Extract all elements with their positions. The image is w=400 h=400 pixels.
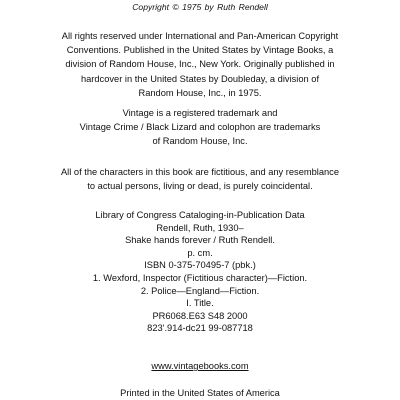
trademark-line: of Random House, Inc. (152, 136, 248, 147)
cip-title: Shake hands forever / Ruth Rendell. (125, 235, 275, 246)
cip-call-number: PR6068.E63 S48 2000 (152, 310, 248, 321)
cip-isbn: ISBN 0-375-70495-7 (pbk.) (144, 260, 256, 271)
website-link[interactable]: www.vintagebooks.com (151, 361, 249, 371)
cip-subject: 1. Wexford, Inspector (Fictitious character)—Fiction. (92, 272, 308, 283)
website-block (0, 359, 400, 373)
trademark-line: Vintage is a registered trademark and (122, 108, 278, 118)
rights-line: All rights reserved under International and Pan-American Copyright (61, 31, 339, 41)
cip-heading: Library of Congress Cataloging-in-Publication Data (95, 210, 305, 220)
rights-line: hardcover in the United States by Doubleday, a division of (80, 73, 320, 84)
printed-notice (0, 386, 400, 400)
printed-line: Printed in the United States of America (120, 388, 280, 398)
rights-line: division of Random House, Inc., New York. Originally published in (65, 59, 335, 70)
fiction-line: All of the characters in this book are fictitious, and any resemblance (60, 167, 340, 177)
fiction-disclaimer (0, 165, 400, 193)
rights-line: Conventions. Published in the United States by Vintage Books, a (66, 45, 334, 56)
cip-subject: 2. Police—England—Fiction. (140, 285, 260, 296)
trademark-notice (0, 106, 400, 149)
cip-pagination: p. cm. (187, 247, 213, 258)
rights-notice (0, 29, 400, 100)
cip-author: Rendell, Ruth, 1930– (156, 222, 244, 233)
cataloging-data (0, 209, 400, 335)
fiction-line: to actual persons, living or dead, is purely coincidental. (87, 181, 313, 192)
rights-line: Random House, Inc., in 1975. (138, 87, 262, 98)
copyright-line: Copyright © 1975 by Ruth Rendell (132, 2, 268, 12)
trademark-line: Vintage Crime / Black Lizard and colophon are trademarks (79, 122, 321, 133)
cip-title-entry: I. Title. (186, 298, 214, 309)
cip-classification: 823'.914-dc21 99-087718 (147, 323, 253, 334)
